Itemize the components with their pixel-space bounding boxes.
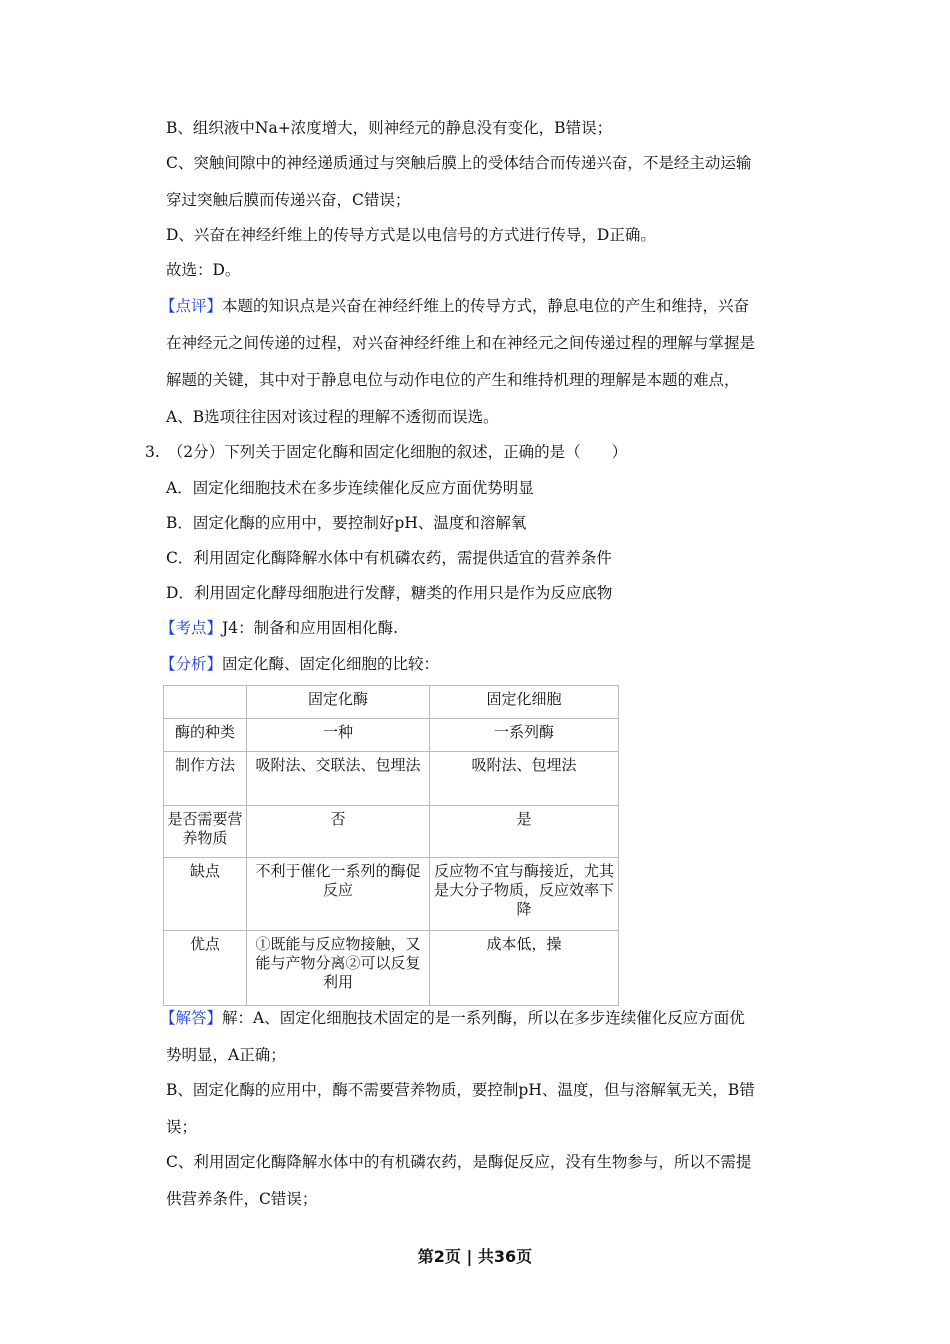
- text-line: 势明显，A正确；: [166, 1046, 286, 1064]
- table-cell: 吸附法、包埋法: [430, 752, 619, 806]
- option-b: B．固定化酶的应用中，要控制好pH、温度和溶解氧: [166, 514, 527, 532]
- text-line: 供营养条件，C错误；: [166, 1190, 318, 1208]
- table-row: [164, 806, 619, 858]
- fenxi-text: 固定化酶、固定化细胞的比较：: [222, 655, 440, 673]
- table-cell: [164, 686, 247, 719]
- text-line: 解题的关键，其中对于静息电位与动作电位的产生和维持机理的理解是本题的难点，: [166, 371, 740, 389]
- table-row: [164, 931, 619, 1006]
- table-row: [164, 719, 619, 752]
- table-row: [164, 752, 619, 806]
- table-header-row: [164, 686, 619, 719]
- question-text: （2分）下列关于固定化酶和固定化细胞的叙述，正确的是（ ）: [167, 443, 628, 461]
- table-cell: 固定化酶: [247, 686, 430, 719]
- text-line: 穿过突触后膜而传递兴奋，C错误；: [166, 191, 411, 209]
- table-cell: 否: [247, 806, 430, 858]
- comparison-table: [163, 685, 619, 1006]
- jieda-tag: 【解答】: [160, 1009, 223, 1027]
- table-cell: 成本低，操: [430, 931, 619, 1006]
- text-line: C、利用固定化酶降解水体中的有机磷农药，是酶促反应，没有生物参与，所以不需提: [166, 1153, 752, 1171]
- kaodian-line: [160, 618, 398, 638]
- comment-text: 本题的知识点是兴奋在神经纤维上的传导方式，静息电位的产生和维持，兴奋: [222, 297, 750, 315]
- jieda-line: [160, 1008, 745, 1028]
- text-line: B、固定化酶的应用中，酶不需要营养物质，要控制pH、温度，但与溶解氧无关，B错: [166, 1081, 755, 1099]
- text-line: B、组织液中Na+浓度增大，则神经元的静息没有变化，B错误；: [166, 119, 613, 137]
- text-line: 故选：D。: [166, 261, 241, 279]
- jieda-text: 解：A、固定化细胞技术固定的是一系列酶，所以在多步连续催化反应方面优: [222, 1009, 745, 1027]
- table-cell: 是: [430, 806, 619, 858]
- text-line: A、B选项往往因对该过程的理解不透彻而误选。: [166, 408, 499, 426]
- text-line: C、突触间隙中的神经递质通过与突触后膜上的受体结合而传递兴奋，不是经主动运输: [166, 154, 752, 172]
- table-cell: 反应物不宜与酶接近，尤其是大分子物质，反应效率下降: [430, 858, 619, 931]
- table-cell: 制作方法: [164, 752, 247, 806]
- table-cell: 酶的种类: [164, 719, 247, 752]
- table-cell: 固定化细胞: [430, 686, 619, 719]
- table-cell: 缺点: [164, 858, 247, 931]
- question-stem: [145, 442, 627, 462]
- text-line: D、兴奋在神经纤维上的传导方式是以电信号的方式进行传导，D正确。: [166, 226, 656, 244]
- page-footer: 第2页 | 共36页: [417, 1247, 533, 1266]
- text-line: 误；: [166, 1118, 198, 1136]
- table-cell: 优点: [164, 931, 247, 1006]
- question-number: 3.: [145, 443, 160, 461]
- option-c: C．利用固定化酶降解水体中有机磷农药，需提供适宜的营养条件: [166, 549, 612, 567]
- text-line: 在神经元之间传递的过程，对兴奋神经纤维上和在神经元之间传递过程的理解与掌握是: [166, 334, 756, 352]
- table-cell: 一种: [247, 719, 430, 752]
- table-cell: 吸附法、交联法、包埋法: [247, 752, 430, 806]
- table-cell: 不利于催化一系列的酶促反应: [247, 858, 430, 931]
- option-d: D．利用固定化酵母细胞进行发酵，糖类的作用只是作为反应底物: [166, 584, 613, 602]
- table-cell: 一系列酶: [430, 719, 619, 752]
- comment-line: [160, 296, 749, 316]
- comment-tag: 【点评】: [160, 297, 223, 315]
- option-a: A．固定化细胞技术在多步连续催化反应方面优势明显: [166, 479, 534, 497]
- table-cell: 是否需要营养物质: [164, 806, 247, 858]
- kaodian-tag: 【考点】: [160, 619, 223, 637]
- fenxi-line: [160, 654, 439, 674]
- table-row: [164, 858, 619, 931]
- table-cell: ①既能与反应物接触，又能与产物分离②可以反复利用: [247, 931, 430, 1006]
- kaodian-text: J4：制备和应用固相化酶.: [222, 619, 399, 637]
- fenxi-tag: 【分析】: [160, 655, 223, 673]
